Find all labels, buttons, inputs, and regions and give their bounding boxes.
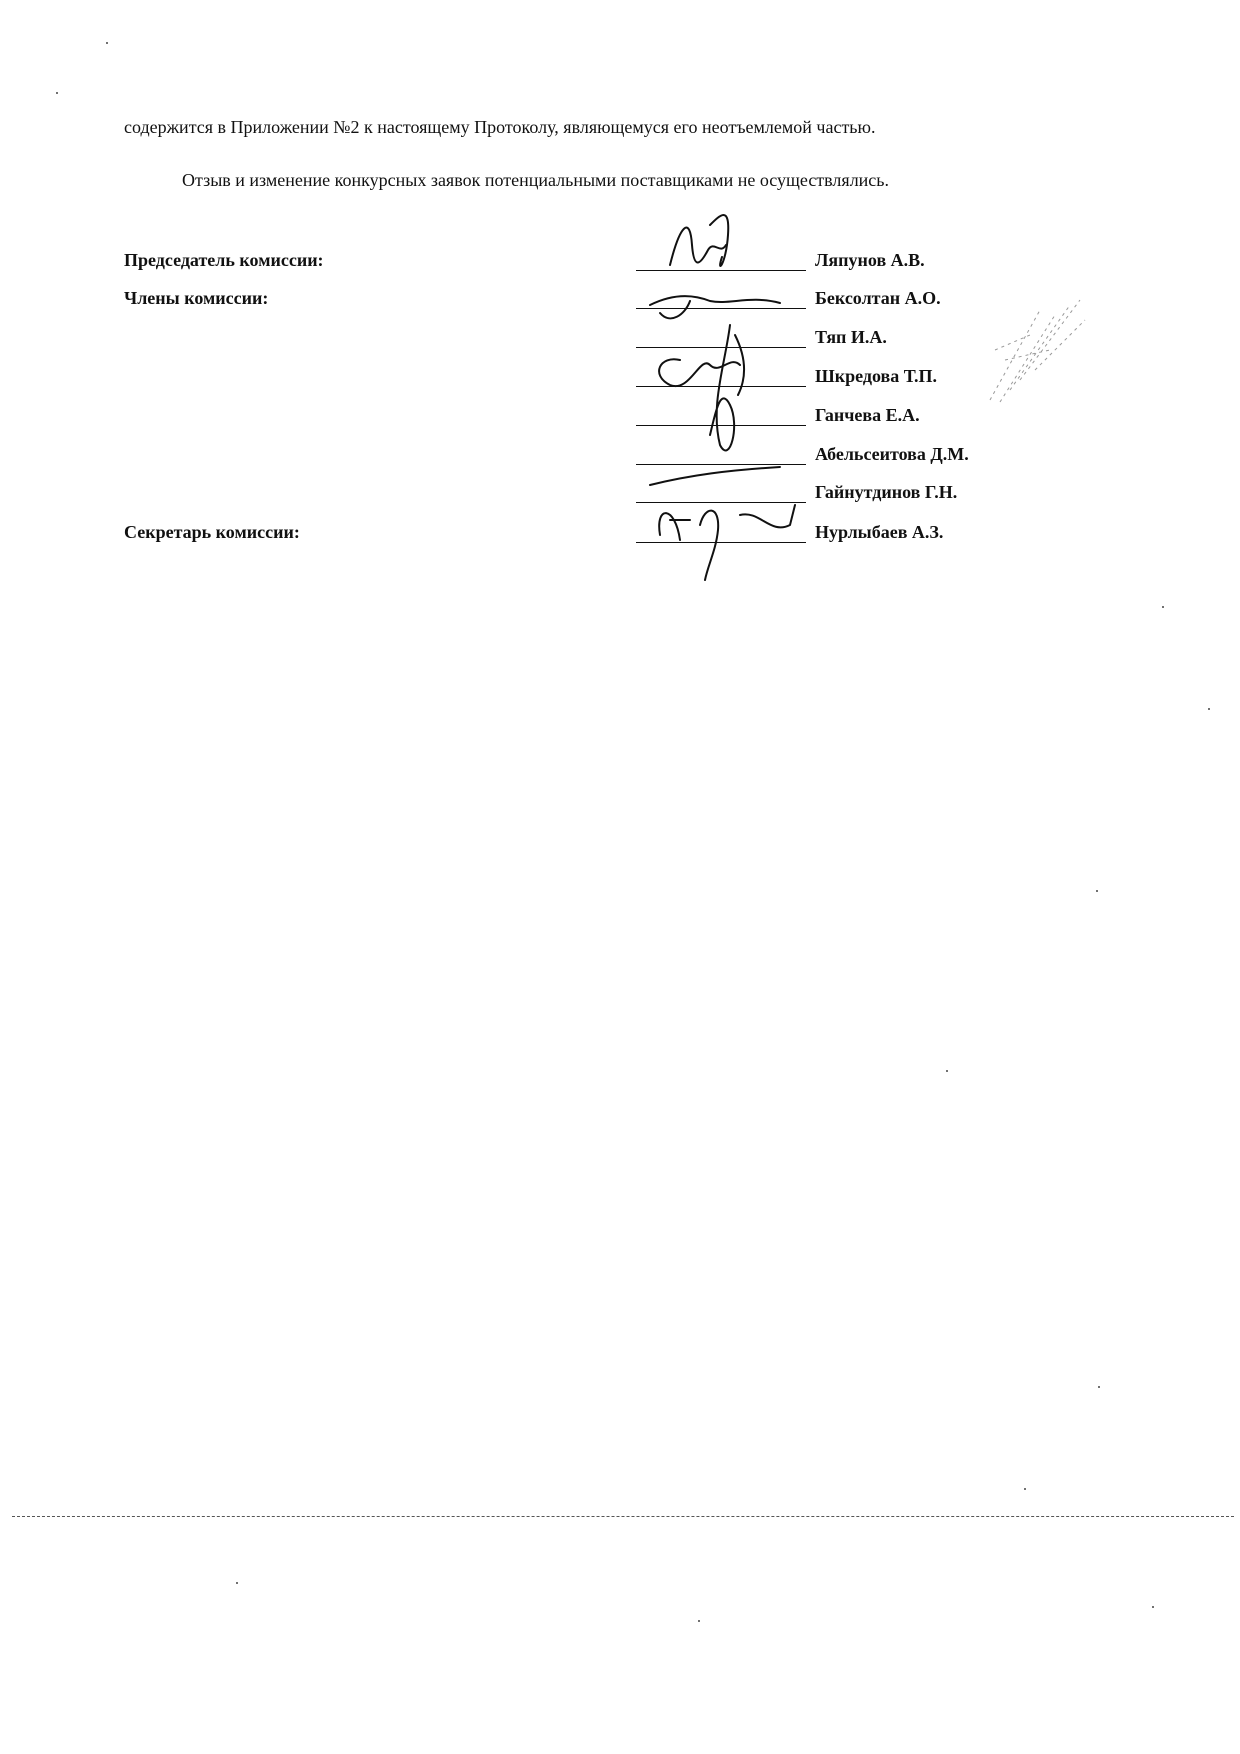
scan-speck	[1096, 890, 1098, 892]
signatory-name: Ганчева Е.А.	[815, 405, 920, 425]
signature-stroke	[659, 505, 795, 580]
scan-speck	[56, 92, 58, 94]
chair-label: Председатель комиссии:	[124, 250, 324, 270]
signatory-name: Шкредова Т.П.	[815, 366, 937, 386]
scan-speck	[698, 1620, 700, 1622]
faint-stamp	[980, 290, 1090, 410]
members-label: Члены комиссии:	[124, 288, 269, 308]
scan-speck	[1024, 1488, 1026, 1490]
signature-stroke	[659, 359, 740, 386]
secretary-label: Секретарь комиссии:	[124, 522, 300, 542]
scan-speck	[106, 42, 108, 44]
signature-stroke	[710, 215, 728, 266]
signatory-name: Абельсеитова Д.М.	[815, 444, 969, 464]
signatory-name: Тяп И.А.	[815, 327, 887, 347]
scan-speck	[1208, 708, 1210, 710]
signatory-name: Нурлыбаев А.З.	[815, 522, 944, 542]
scan-speck	[1162, 606, 1164, 608]
signature-stroke	[710, 325, 734, 450]
scan-speck	[1098, 1386, 1100, 1388]
handwritten-signatures	[630, 205, 830, 585]
signature-stroke	[670, 228, 726, 265]
scan-speck	[1152, 1606, 1154, 1608]
dashed-divider	[12, 1516, 1234, 1517]
signature-stroke	[650, 467, 780, 485]
body-text-line-2: Отзыв и изменение конкурсных заявок потенциальными поставщиками не осуществлялись.	[182, 170, 890, 190]
scan-speck	[946, 1070, 948, 1072]
signatory-name: Бексолтан А.О.	[815, 288, 941, 308]
signature-stroke	[650, 296, 780, 318]
signatory-name: Ляпунов А.В.	[815, 250, 925, 270]
body-text-line-1: содержится в Приложении №2 к настоящему Протоколу, являющемуся его неотъемлемой частью.	[124, 117, 876, 137]
scan-speck	[236, 1582, 238, 1584]
signatory-name: Гайнутдинов Г.Н.	[815, 482, 958, 502]
